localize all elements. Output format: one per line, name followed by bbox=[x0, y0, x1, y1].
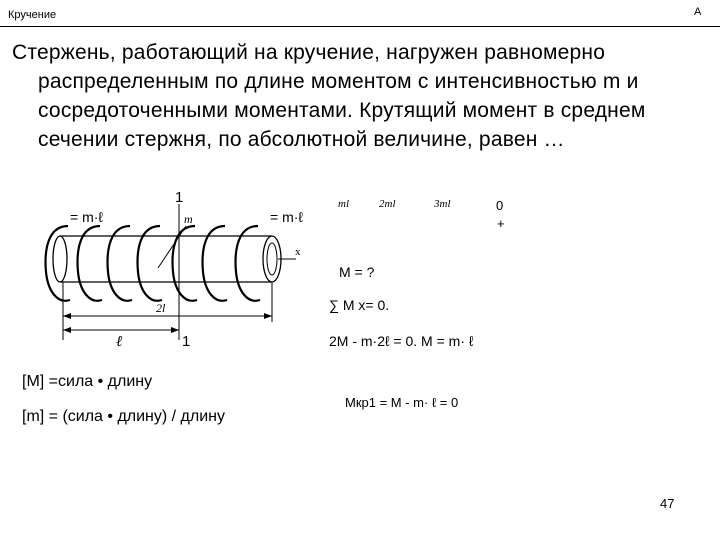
section-label-top: 1 bbox=[175, 189, 184, 206]
shaft-right-inner bbox=[267, 243, 277, 275]
right-moment-label: = m·ℓ bbox=[270, 209, 303, 225]
dim-part-arrow-right bbox=[171, 327, 179, 333]
option-1[interactable]: ml bbox=[338, 198, 349, 210]
dim-arrow-right bbox=[264, 313, 272, 319]
balance-equation: 2M - m·2ℓ = 0. M = m· ℓ bbox=[329, 333, 474, 349]
question-text: Стержень, работающий на кручение, нагружен равномерно распределенным по длине моментом с интенсивностью m и сосредоточенными моментами. Крутящий момент в среднем сечении стержня, по абсолютной величине, равен … bbox=[12, 41, 646, 151]
option-2[interactable]: 2ml bbox=[379, 198, 396, 210]
shaft-left-end bbox=[53, 236, 67, 282]
distributed-moment-loops bbox=[46, 226, 260, 301]
sum-equation: ∑ M x= 0. bbox=[329, 297, 390, 313]
part-length-label: ℓ bbox=[116, 334, 123, 350]
dim-arrow-left bbox=[63, 313, 71, 319]
dim-part-arrow-left bbox=[63, 327, 71, 333]
slide-corner-letter: А bbox=[694, 6, 702, 18]
section-label-bottom: 1 bbox=[182, 333, 191, 350]
option-4[interactable]: 0 bbox=[496, 198, 504, 213]
units-intensity: [m] = (сила • длину) / длину bbox=[22, 408, 225, 425]
intensity-label: m bbox=[184, 212, 193, 226]
left-moment-label: = m·ℓ bbox=[70, 209, 103, 225]
axis-x-label: x bbox=[295, 246, 301, 258]
page-number: 47 bbox=[660, 496, 675, 511]
option-3[interactable]: 3ml bbox=[434, 198, 451, 210]
unknown-text: M = ? bbox=[339, 264, 375, 280]
slide-header-title: Кручение bbox=[8, 9, 57, 21]
correct-mark: + bbox=[497, 216, 505, 231]
total-length-label: 2l bbox=[156, 301, 166, 315]
mkp-equation: Мкр1 = M - m· ℓ = 0 bbox=[345, 395, 459, 410]
units-moment: [M] =сила • длину bbox=[22, 373, 153, 390]
